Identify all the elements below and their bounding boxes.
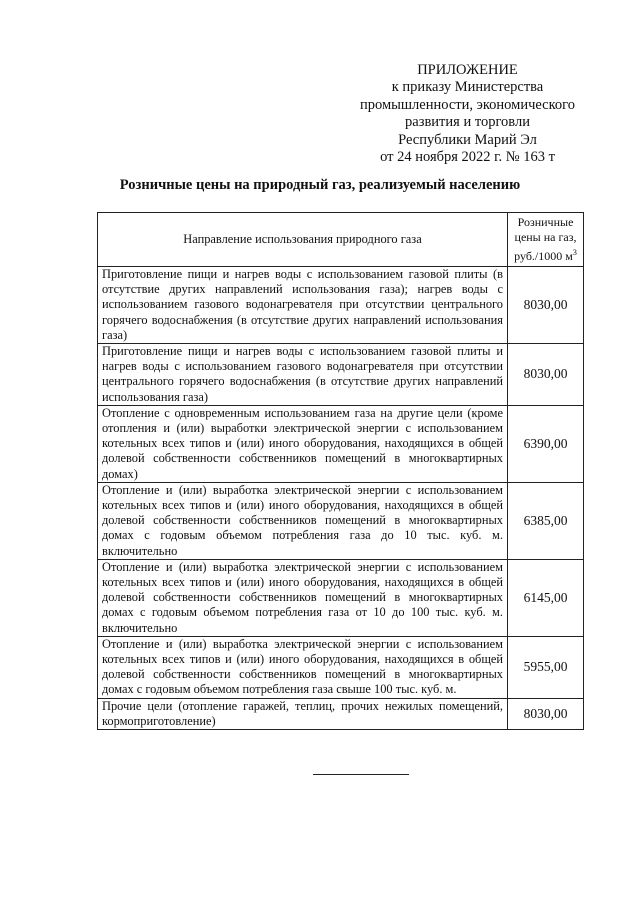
row-direction: Отопление и (или) выработка электрической энергии с использованием котельных всех типов и (или) иного оборудования, находящихся в общей долевой собственности собственников помещений в многоквартирных домах с годовым объемом потребления газа до 10 тыс. куб. м. включительно — [98, 482, 508, 559]
header-price-line3: руб./1000 м — [514, 249, 573, 263]
closing-divider — [313, 774, 409, 775]
table-row — [98, 405, 584, 482]
table-row — [98, 698, 584, 729]
table-row — [98, 636, 584, 698]
table-row — [98, 267, 584, 344]
annex-order-ref: к приказу Министерства — [391, 79, 544, 96]
row-price: 6390,00 — [508, 405, 584, 482]
document-title: Розничные цены на природный газ, реализуемый населению — [119, 177, 521, 193]
header-direction: Направление использования природного газа — [98, 213, 508, 267]
price-table — [97, 212, 584, 730]
row-direction: Приготовление пищи и нагрев воды с использованием газовой плиты и нагрев воды с использованием газового водонагревателя при отсутствии центрального горячего водоснабжения (в отсутствие других направлений использования газа) — [98, 344, 508, 406]
row-price: 6385,00 — [508, 482, 584, 559]
row-price: 8030,00 — [508, 267, 584, 344]
row-price: 8030,00 — [508, 344, 584, 406]
table-row — [98, 482, 584, 559]
table-row — [98, 344, 584, 406]
annex-label: ПРИЛОЖЕНИЕ — [417, 62, 518, 78]
row-direction: Прочие цели (отопление гаражей, теплиц, прочих нежилых помещений, кормоприготовление) — [98, 698, 508, 729]
annex-date-number: от 24 ноября 2022 г. № 163 т — [380, 149, 555, 166]
row-direction: Отопление и (или) выработка электрической энергии с использованием котельных всех типов и (или) иного оборудования, находящихся в общей долевой собственности собственников помещений в многоквартирных домах с годовым объемом потребления газа свыше 100 тыс. куб. м. — [98, 636, 508, 698]
row-price: 5955,00 — [508, 636, 584, 698]
header-price-sup: 3 — [572, 248, 577, 257]
header-price — [508, 213, 584, 267]
table-row — [98, 559, 584, 636]
header-price-line1: Розничные — [517, 215, 574, 229]
annex-ministry-line1: промышленности, экономического — [359, 96, 576, 113]
row-direction: Отопление с одновременным использованием газа на другие цели (кроме отопления и (или) выработки электрической энергии с использованием котельных всех типов и (или) иного оборудования, находящихся в общей долевой собственности собственников помещений в многоквартирных домах) — [98, 405, 508, 482]
table-header-row — [98, 213, 584, 267]
annex-header — [340, 62, 595, 166]
row-price: 8030,00 — [508, 698, 584, 729]
header-price-line2: цены на газ, — [514, 230, 577, 244]
annex-republic: Республики Марий Эл — [398, 131, 537, 148]
annex-ministry-line2: развития и торговли — [405, 114, 530, 131]
row-direction: Приготовление пищи и нагрев воды с использованием газовой плиты (в отсутствие других направлений использования газа); нагрев воды с использованием газового водонагревателя при отсутствии центрального горячего водоснабжения (в отсутствие других направлений использования газа) — [98, 267, 508, 344]
row-price: 6145,00 — [508, 559, 584, 636]
row-direction: Отопление и (или) выработка электрической энергии с использованием котельных всех типов и (или) иного оборудования, находящихся в общей долевой собственности собственников помещений в многоквартирных домах с годовым объемом потребления газа от 10 до 100 тыс. куб. м. включительно — [98, 559, 508, 636]
